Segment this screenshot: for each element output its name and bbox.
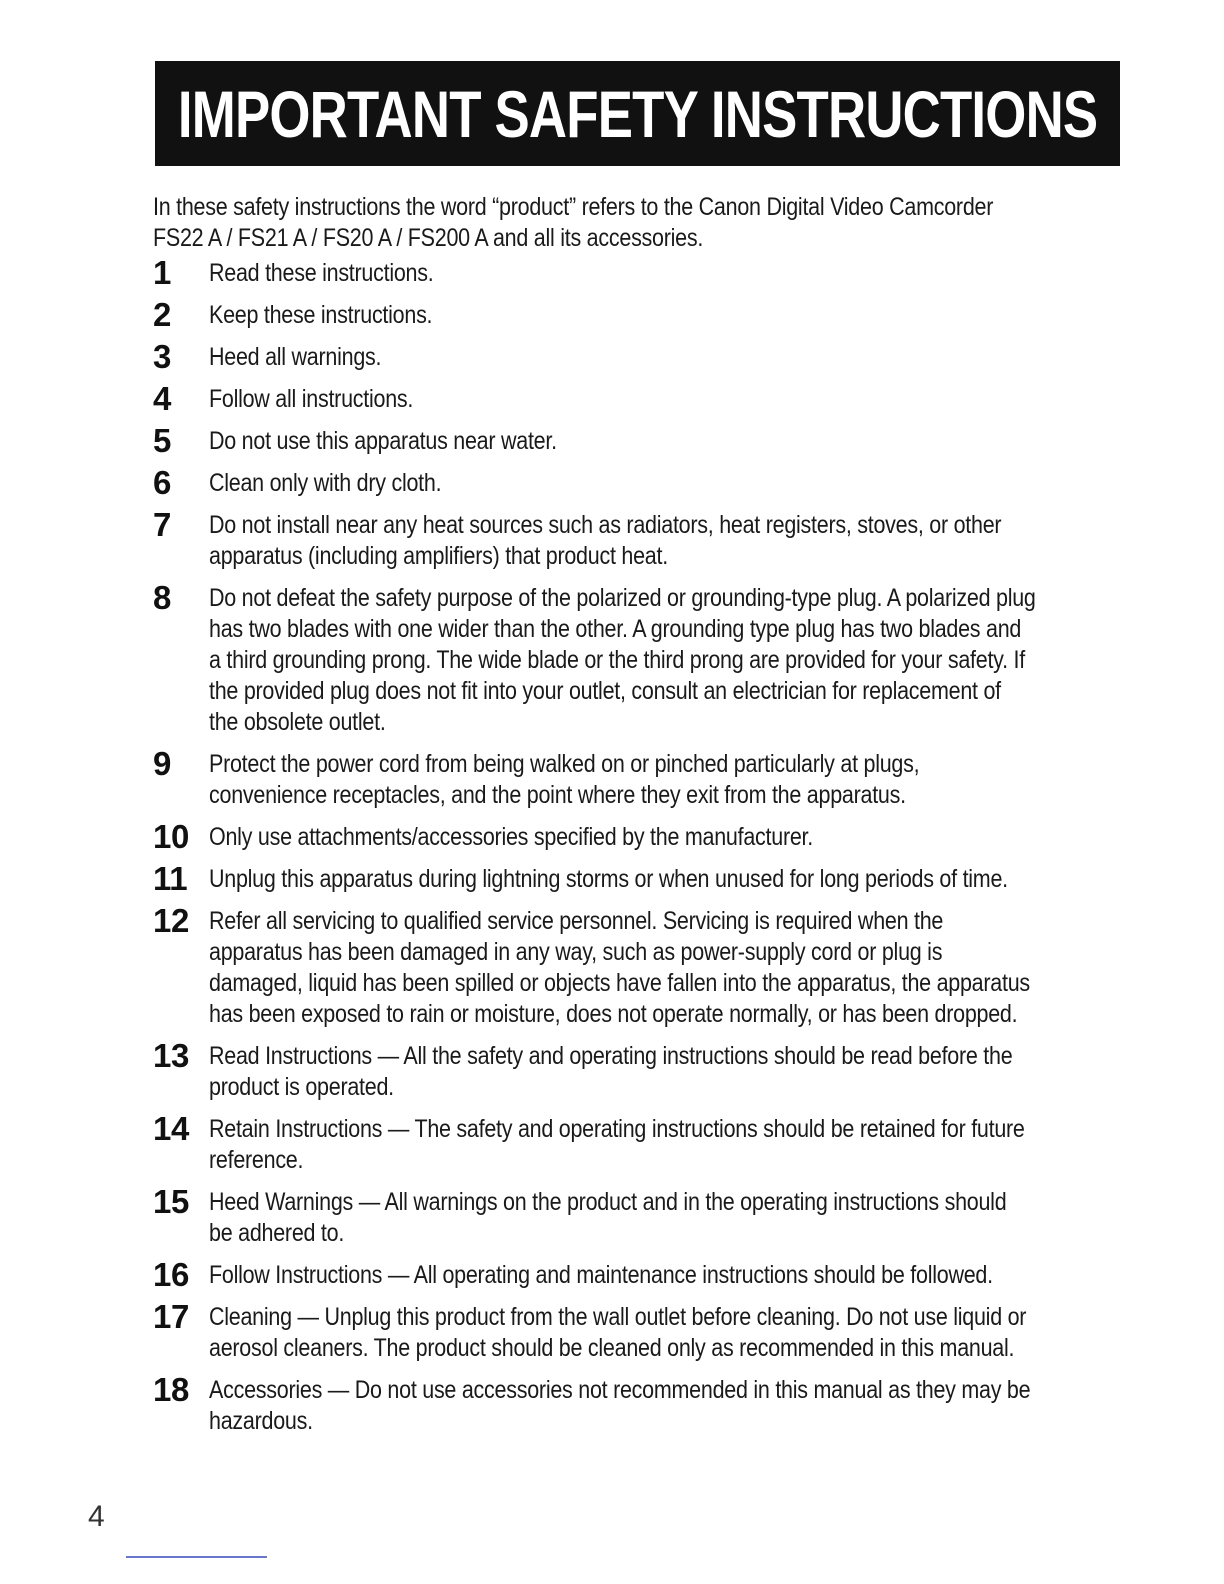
instruction-item	[153, 338, 1113, 375]
instruction-line: Protect the power cord from being walked on or pinched particularly at plugs,	[209, 750, 920, 778]
instruction-item	[153, 254, 1113, 291]
instruction-line: be adhered to.	[209, 1219, 345, 1247]
instruction-text	[209, 822, 1113, 853]
instruction-text	[209, 468, 1113, 499]
instruction-number: 1	[153, 254, 172, 291]
instruction-line: Retain Instructions — The safety and operating instructions should be retained for future	[209, 1115, 1025, 1143]
instruction-line: damaged, liquid has been spilled or objects have fallen into the apparatus, the apparatus	[209, 969, 1030, 997]
instruction-text	[209, 583, 1113, 738]
instruction-number: 17	[153, 1298, 190, 1335]
instruction-text	[209, 1260, 1113, 1291]
instruction-line: Clean only with dry cloth.	[209, 469, 442, 497]
instruction-line: reference.	[209, 1146, 304, 1174]
instruction-item	[153, 818, 1113, 855]
instruction-line: Accessories — Do not use accessories not recommended in this manual as they may be	[209, 1376, 1031, 1404]
instruction-item	[153, 422, 1113, 459]
instruction-item	[153, 745, 1113, 811]
instruction-number: 12	[153, 902, 190, 939]
instruction-item	[153, 1298, 1113, 1364]
instruction-line: Follow Instructions — All operating and maintenance instructions should be followed.	[209, 1261, 993, 1289]
instruction-line: has two blades with one wider than the other. A grounding type plug has two blades and	[209, 615, 1022, 643]
instruction-item	[153, 902, 1113, 1030]
instruction-number: 11	[153, 860, 188, 897]
instruction-line: Refer all servicing to qualified service personnel. Servicing is required when the	[209, 907, 944, 935]
instruction-line: the provided plug does not fit into your outlet, consult an electrician for replacement of	[209, 677, 1001, 705]
instruction-line: Cleaning — Unplug this product from the wall outlet before cleaning. Do not use liquid or	[209, 1303, 1027, 1331]
instruction-text	[209, 906, 1113, 1030]
instruction-item	[153, 296, 1113, 333]
instruction-line: Read these instructions.	[209, 259, 434, 287]
instruction-item	[153, 579, 1113, 738]
instruction-item	[153, 380, 1113, 417]
instruction-line: Keep these instructions.	[209, 301, 433, 329]
instruction-text	[209, 384, 1113, 415]
instruction-text	[209, 864, 1113, 895]
instruction-text	[209, 1187, 1113, 1249]
instruction-text	[209, 426, 1113, 457]
instruction-number: 15	[153, 1183, 190, 1220]
instruction-text	[209, 1041, 1113, 1103]
instruction-number: 18	[153, 1371, 190, 1408]
instruction-line: Heed Warnings — All warnings on the product and in the operating instructions should	[209, 1188, 1007, 1216]
instruction-line: Follow all instructions.	[209, 385, 414, 413]
instruction-number: 9	[153, 745, 172, 782]
instruction-line: Only use attachments/accessories specified by the manufacturer.	[209, 823, 813, 851]
instruction-line: Unplug this apparatus during lightning storms or when unused for long periods of time.	[209, 865, 1008, 893]
instruction-number: 3	[153, 338, 172, 375]
instruction-line: a third grounding prong. The wide blade or the third prong are provided for your safety. If	[209, 646, 1025, 674]
instruction-text	[209, 1114, 1113, 1176]
instruction-item	[153, 1183, 1113, 1249]
instruction-text	[209, 258, 1113, 289]
instruction-line: the obsolete outlet.	[209, 708, 386, 736]
instruction-text	[209, 1375, 1113, 1437]
instruction-number: 2	[153, 296, 172, 333]
instruction-item	[153, 464, 1113, 501]
instruction-line: hazardous.	[209, 1407, 313, 1435]
page-title: IMPORTANT SAFETY INSTRUCTIONS	[177, 76, 1098, 151]
instruction-line: Read Instructions — All the safety and operating instructions should be read before the	[209, 1042, 1013, 1070]
instruction-text	[209, 300, 1113, 331]
instruction-number: 5	[153, 422, 172, 459]
instruction-item	[153, 860, 1113, 897]
instruction-line: apparatus (including amplifiers) that product heat.	[209, 542, 668, 570]
instruction-item	[153, 506, 1113, 572]
instruction-line: product is operated.	[209, 1073, 394, 1101]
instruction-item	[153, 1256, 1113, 1293]
instruction-number: 6	[153, 464, 172, 501]
instruction-number: 10	[153, 818, 190, 855]
instruction-item	[153, 1110, 1113, 1176]
intro-paragraph	[153, 192, 1113, 254]
instruction-list	[153, 254, 1113, 1448]
instruction-item	[153, 1037, 1113, 1103]
page-number: 4	[88, 1500, 105, 1533]
intro-line: In these safety instructions the word “product” refers to the Canon Digital Video Camcorder	[153, 193, 994, 221]
instruction-line: convenience receptacles, and the point where they exit from the apparatus.	[209, 781, 906, 809]
instruction-line: Do not use this apparatus near water.	[209, 427, 557, 455]
intro-line: FS22 A / FS21 A / FS20 A / FS200 A and all its accessories.	[153, 224, 704, 252]
instruction-line: Heed all warnings.	[209, 343, 382, 371]
instruction-item	[153, 1371, 1113, 1437]
instruction-text	[209, 510, 1113, 572]
instruction-line: aerosol cleaners. The product should be cleaned only as recommended in this manual.	[209, 1334, 1015, 1362]
title-banner	[155, 61, 1120, 166]
footer-rule	[126, 1556, 267, 1558]
instruction-line: has been exposed to rain or moisture, does not operate normally, or has been dropped.	[209, 1000, 1018, 1028]
instruction-number: 8	[153, 579, 172, 616]
instruction-number: 16	[153, 1256, 190, 1293]
instruction-line: Do not defeat the safety purpose of the polarized or grounding-type plug. A polarized plug	[209, 584, 1036, 612]
instruction-line: Do not install near any heat sources such as radiators, heat registers, stoves, or other	[209, 511, 1002, 539]
instruction-number: 7	[153, 506, 172, 543]
instruction-line: apparatus has been damaged in any way, such as power-supply cord or plug is	[209, 938, 943, 966]
instruction-text	[209, 342, 1113, 373]
instruction-text	[209, 749, 1113, 811]
instruction-number: 14	[153, 1110, 190, 1147]
instruction-number: 13	[153, 1037, 190, 1074]
instruction-number: 4	[153, 380, 172, 417]
instruction-text	[209, 1302, 1113, 1364]
